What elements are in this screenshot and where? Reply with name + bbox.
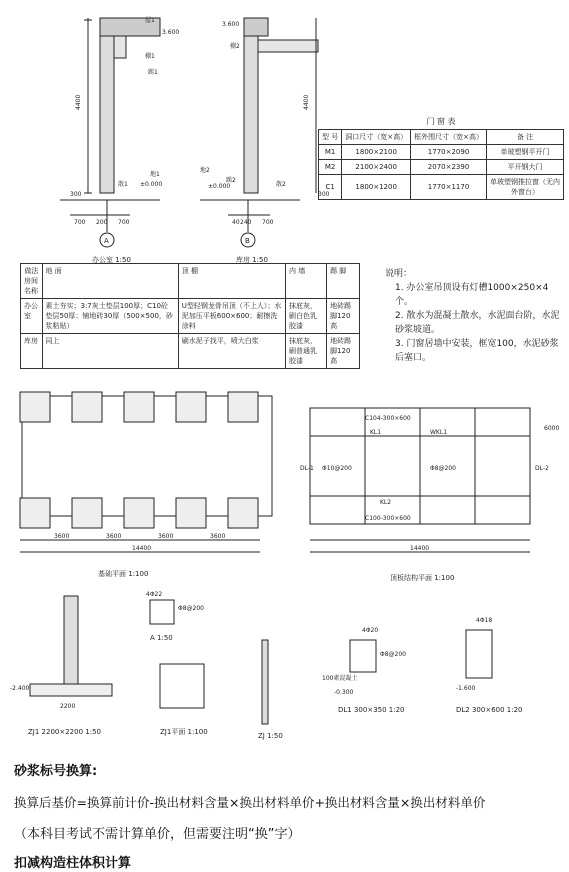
dim-300-a: 300 <box>70 191 82 198</box>
detail-2400: -2.400 <box>10 685 30 692</box>
label-san1: 散1 <box>118 181 128 188</box>
finish-ceiling: U型轻钢龙骨吊顶（不上人）；水泥加压平板600×600；耐擦洗涂料 <box>178 299 285 334</box>
dim-300-b: 300 <box>318 191 330 198</box>
roof-kl1: KL1 <box>370 429 382 436</box>
finish-header-floor: 地 面 <box>42 264 178 299</box>
finish-room: 库房 <box>21 334 43 369</box>
finish-room: 办公室 <box>21 299 43 334</box>
dim-000-a: ±0.000 <box>140 181 163 188</box>
roof-wkl1: WKL1 <box>430 429 448 436</box>
finish-skirt: 地砖踢脚120高 <box>327 334 360 369</box>
door-table-row <box>319 175 564 200</box>
finish-row <box>21 299 360 334</box>
detail-4phi22: 4Φ22 <box>146 591 163 598</box>
door-header-frame: 框外围尺寸（宽×高） <box>411 130 487 145</box>
zj1-caption: ZJ1 2200×2200 1:50 <box>28 728 101 736</box>
finish-ceiling: 刷水泥子找平，喷大白浆 <box>178 334 285 369</box>
dim-4400-a: 4400 <box>75 94 82 110</box>
door-cell: C1 <box>319 175 342 200</box>
detail-a-caption: A 1:50 <box>150 634 173 642</box>
door-cell: 1770×2090 <box>411 145 487 160</box>
roof-texts <box>300 415 559 582</box>
door-cell: 2070×2390 <box>411 160 487 175</box>
dim-700-a2: 700 <box>118 219 130 226</box>
door-cell: 单玻塑钢推拉窗（无内外窗台） <box>486 175 563 200</box>
dim-3600-2: 3600 <box>106 533 122 540</box>
detail-2200: 2200 <box>60 703 76 710</box>
finish-table <box>20 263 360 369</box>
dim-40-b: 40 <box>232 219 240 226</box>
door-cell: 2100×2400 <box>342 160 411 175</box>
roof-c104: C104-300×600 <box>365 415 411 422</box>
finish-skirt: 地砖踢脚120高 <box>327 299 360 334</box>
exam-note: （本科目考试不需计算单价，但需要注明“换”字） <box>14 827 301 842</box>
label-di2: 地2 <box>200 167 210 174</box>
label-ti2: 踢2 <box>226 177 236 184</box>
door-header-note: 备 注 <box>486 130 563 145</box>
section-b <box>200 18 318 247</box>
door-header-type: 型 号 <box>319 130 342 145</box>
detail-phi8-200b: Φ8@200 <box>380 651 406 658</box>
finish-header-ceiling: 顶 棚 <box>178 264 285 299</box>
finish-floor: 同上 <box>42 334 178 369</box>
finish-row <box>21 334 360 369</box>
dim-000-b: ±0.000 <box>208 183 231 190</box>
roof-phi10: Φ10@200 <box>322 465 352 472</box>
dim-240-b: 240 <box>240 219 252 226</box>
door-cell: 平开钢大门 <box>486 160 563 175</box>
dim-3600-4: 3600 <box>210 533 226 540</box>
dim-700-a: 700 <box>74 219 86 226</box>
axis-b-label: B <box>245 237 250 245</box>
door-cell: M1 <box>319 145 342 160</box>
roof-caption: 顶板结构平面 1:100 <box>390 574 455 582</box>
details <box>30 596 492 724</box>
dim-3600-1: 3600 <box>54 533 70 540</box>
dim-14400: 14400 <box>132 545 152 552</box>
finish-header-skirt: 踢 脚 <box>327 264 360 299</box>
dl2-caption: DL2 300×600 1:20 <box>456 706 523 714</box>
detail-neg1600: -1.600 <box>456 685 476 692</box>
foundation-plan <box>20 392 272 552</box>
door-table-row <box>319 160 564 175</box>
label-peng1: 棚1 <box>145 53 155 60</box>
finish-floor: 素土夯实；3:7灰土垫层100厚；C10砼垫层50厚；铺地砖30厚（500×500，砂浆粘贴） <box>42 299 178 334</box>
footings <box>20 392 258 528</box>
roof-dl1: DL-1 <box>300 465 314 472</box>
finish-corner-top: 做法 <box>24 267 39 275</box>
dim-700-b: 700 <box>262 219 274 226</box>
detail-neg300: -0.300 <box>334 689 354 696</box>
notes-block <box>385 267 565 365</box>
door-table-header-row <box>319 130 564 145</box>
zj1-plan-caption: ZJ1平面 1:100 <box>160 728 208 736</box>
heading-column-deduction: 扣减构造柱体积计算 <box>14 856 132 871</box>
door-window-table <box>318 116 564 200</box>
finish-corner <box>21 264 43 299</box>
axis-a-label: A <box>104 237 109 245</box>
heading-mortar-conversion: 砂浆标号换算: <box>14 764 98 779</box>
note-item: 1. 办公室吊顶设有灯槽1000×250×4个。 <box>395 283 549 307</box>
finish-header-wall: 内 墙 <box>286 264 327 299</box>
label-san2: 散2 <box>276 181 286 188</box>
roof-6000: 6000 <box>544 425 560 432</box>
notes-title: 说明： <box>385 269 413 279</box>
section-b-texts <box>200 21 330 264</box>
zj-caption: ZJ 1:50 <box>258 732 283 740</box>
dim-4400-b: 4400 <box>303 94 310 110</box>
finish-wall: 抹底灰，刷普通乳胶漆 <box>286 334 327 369</box>
roof-14400: 14400 <box>410 545 430 552</box>
dim-3600-a: 3.600 <box>162 29 180 36</box>
roof-plan <box>310 408 530 552</box>
dim-3600-3: 3600 <box>158 533 174 540</box>
door-cell: 单玻塑钢平开门 <box>486 145 563 160</box>
detail-4phi20: 4Φ20 <box>362 627 379 634</box>
label-di1: 地1 <box>150 171 160 178</box>
dl1-caption: DL1 300×350 1:20 <box>338 706 405 714</box>
roof-c100: C100-300×600 <box>365 515 411 522</box>
section-a-caption: 办公室 1:50 <box>92 256 131 264</box>
dim-3600-b: 3.600 <box>222 21 240 28</box>
note-item: 3. 门窗居墙中安装，框宽100，水泥砂浆后塞口。 <box>395 339 559 363</box>
finish-wall: 抹底灰，刷白色乳胶漆 <box>286 299 327 334</box>
door-table-row <box>319 145 564 160</box>
roof-dl2: DL-2 <box>535 465 549 472</box>
door-cell: 1800×2100 <box>342 145 411 160</box>
door-table-title: 门 窗 表 <box>426 117 456 126</box>
dim-200-a: 200 <box>96 219 108 226</box>
note-item: 2. 散水为混凝土散水，水泥面台阶，水泥砂浆坡道。 <box>395 311 560 335</box>
foundation-caption: 基础平面 1:100 <box>98 570 149 578</box>
roof-phi8: Φ8@200 <box>430 465 456 472</box>
section-b-caption: 库房 1:50 <box>236 256 268 264</box>
detail-phi8-200: Φ8@200 <box>178 605 204 612</box>
door-cell: M2 <box>319 160 342 175</box>
door-cell: 1770×1170 <box>411 175 487 200</box>
label-ti1: 踢1 <box>148 69 158 76</box>
detail-4phi18: 4Φ18 <box>476 617 493 624</box>
finish-corner-bottom: 房间名称 <box>24 277 38 295</box>
door-cell: 1800×1200 <box>342 175 411 200</box>
door-header-opening: 洞口尺寸（宽×高） <box>342 130 411 145</box>
finish-header-row <box>21 264 360 299</box>
label-wu1: 屋1 <box>145 17 155 24</box>
detail-100-concrete: 100素混凝土 <box>322 675 358 682</box>
formula-text: 换算后基价=换算前计价-换出材料含量×换出材料单价+换出材料含量×换出材料单价 <box>14 795 486 810</box>
label-peng2: 棚2 <box>230 43 240 50</box>
roof-kl2: KL2 <box>380 499 392 506</box>
